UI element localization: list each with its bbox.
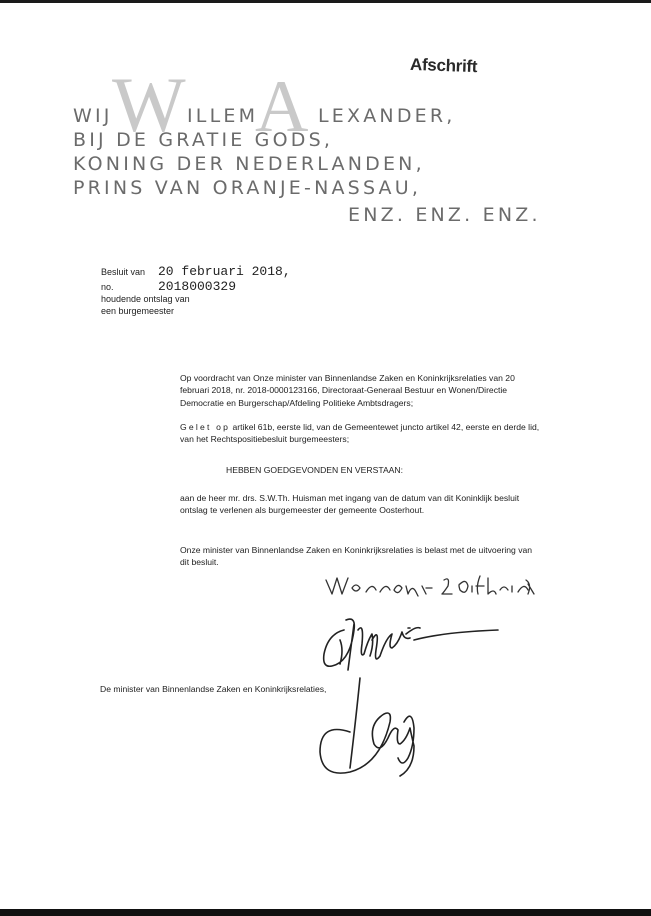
decree-date: 20 februari 2018, [158,264,291,279]
minister-line: De minister van Binnenlandse Zaken en Koninkrijksrelaties, [100,684,327,694]
heading-line-5: ENZ. ENZ. ENZ. [348,204,541,226]
minister-signature [300,672,470,792]
body-paragraph-voordracht: Op voordracht van Onze minister van Binnenlandse Zaken en Koninkrijksrelaties van 20 februari 2018, nr. 2018-0000123166, Directoraat-Generaal Bestuur en Wonen/Directie Democratie en Burgerschap/Afdeling Politieke Ambtsdragers; [180,373,515,408]
decree-subject-line-1: houdende ontslag van [101,294,190,304]
heading-lexander: LEXANDER, [318,105,456,127]
gelet-op-text: artikel 61b, eerste lid, van de Gemeentewet juncto artikel 42, eerste en derde lid, van het Rechtspositiebesluit burgemeesters; [180,422,540,445]
body-paragraph-ontslag: aan de heer mr. drs. S.W.Th. Huisman met ingang van de datum van dit Koninklijk besluit ontslag te verlenen als burgemeester der gemeente Oosterhout. [180,493,520,516]
decree-number-label: no. [101,282,114,292]
body-paragraph-gelet-op [180,421,540,446]
heading-wij: WIJ [73,105,113,127]
decorative-initial-a: A [255,66,309,148]
body-paragraph-uitvoering: Onze minister van Binnenlandse Zaken en Koninkrijksrelaties is belast met de uitvoering van dit besluit. [180,545,533,568]
gelet-op-lead: Gelet op [180,422,231,432]
body-heading-hebben: HEBBEN GOEDGEVONDEN EN VERSTAAN: [226,465,404,475]
heading-line-2: BIJ DE GRATIE GODS, [73,129,334,151]
king-signature [310,600,510,680]
copy-stamp: Afschrift [409,54,478,77]
decree-number: 2018000329 [158,279,237,294]
scan-edge-top [0,0,651,3]
handwritten-place-date [322,566,542,602]
heading-line-3: KONING DER NEDERLANDEN, [73,153,425,175]
scan-edge-bottom [0,909,651,916]
decree-subject-line-2: een burgemeester [101,306,175,316]
heading-illem: ILLEM [187,105,259,127]
heading-line-4: PRINS VAN ORANJE-NASSAU, [73,177,422,199]
decree-date-label: Besluit van [101,267,146,277]
decorative-initial-w: W [112,61,186,148]
